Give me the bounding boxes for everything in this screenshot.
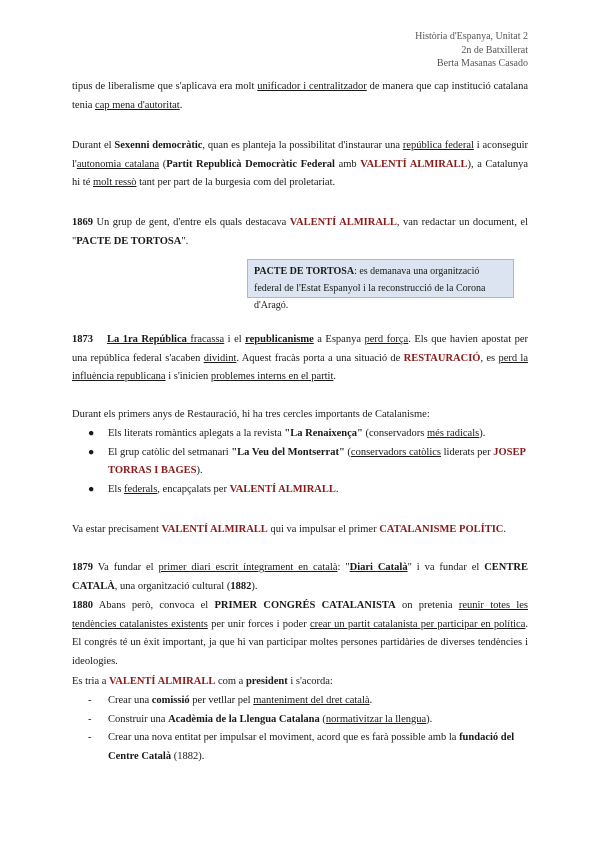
header-course: Història d'Espanya, Unitat 2 (415, 31, 528, 42)
text: . El congrés té un èxit important, ja que hi van participar moltes persones partidàries de diverses tendències i ideologies. (72, 618, 529, 667)
text: ( (344, 446, 351, 458)
text: " i va fundar el (407, 562, 485, 573)
text: federals (124, 483, 158, 495)
bullet-list (88, 425, 528, 499)
person-name: VALENTÍ ALMIRALL (161, 524, 268, 535)
text: ( (319, 713, 326, 725)
text: Acadèmia de la Llengua Catalana (168, 713, 320, 725)
text: Partit Republicà Democràtic Federal (166, 158, 335, 170)
list-item (88, 481, 528, 500)
text: . (333, 371, 337, 382)
text: ). (251, 580, 258, 592)
text: república federal (402, 140, 474, 151)
paragraph-catalanisme (72, 521, 528, 540)
text: dividint (203, 352, 237, 364)
text: fundació del Centre Català (108, 732, 515, 762)
text: . (335, 483, 339, 495)
text: molt ressò (93, 177, 137, 188)
text: Els (108, 483, 125, 495)
text: ". (181, 235, 189, 247)
text: , es (480, 352, 499, 364)
text: ). (426, 713, 433, 725)
text: Diari Català (349, 562, 408, 573)
person-name: VALENTÍ ALMIRALL (289, 217, 397, 228)
text: ). (479, 428, 486, 439)
text: Un grup de gent, d'entre els quals destacava (93, 217, 290, 228)
text: perd força (364, 334, 409, 345)
text: Construir una (108, 713, 169, 725)
text: reunir totes les tendències catalanistes existents (72, 600, 528, 630)
text: La 1ra República (106, 334, 187, 345)
text: amb (334, 158, 361, 170)
text: on pretenia (395, 600, 459, 611)
text: El grup catòlic del setmanari (108, 446, 232, 458)
text: conservadors catòlics (350, 446, 442, 458)
paragraph-1873 (72, 331, 528, 387)
text: . (503, 524, 506, 535)
text: Crear una nova entitat per impulsar el moviment, acord que es farà possible amb la (108, 732, 460, 743)
bullet-marker: ● (88, 483, 95, 495)
list-item (88, 692, 528, 711)
text: tant per part de la burgesia com del proletariat. (136, 177, 336, 188)
text: Sexenni democràtic (114, 140, 203, 151)
list-item (88, 425, 528, 444)
text: (1882). (171, 750, 205, 762)
text: , van redactar un document, el " (72, 217, 529, 247)
text: president (245, 676, 288, 687)
text: i s'acorda: (287, 676, 333, 687)
text: perd la influència republicana (72, 352, 528, 382)
text: normativitzar la llengua (325, 713, 427, 725)
list-item (88, 729, 528, 766)
dash-marker: - (88, 732, 92, 743)
text: , una organització cultural ( (114, 580, 231, 592)
text: ), a Catalunya hi té (72, 158, 529, 188)
text: problemes interns en el partit (210, 371, 334, 382)
text: . Aquest fracàs porta a una situació de (236, 352, 404, 364)
bullet-marker: ● (88, 428, 95, 439)
text: Els literats romàntics aplegats a la revista (108, 428, 285, 439)
year-label: 1880 (72, 600, 93, 611)
box-text: : es demanava una organització federal de l'Estat Espanyol i la reconstrucció de la Corona d'Aragó. (254, 266, 486, 311)
year-label: 1869 (72, 217, 93, 228)
text: ( (159, 158, 167, 170)
person-name: VALENTÍ ALMIRALL (360, 158, 468, 170)
person-name: VALENTÍ ALMIRALL (229, 483, 336, 495)
text: Durant els primers anys de Restauració, hi ha tres cercles importants de Catalanisme: (72, 409, 430, 420)
text: manteniment del dret català (253, 695, 370, 706)
year-label: 1879 (72, 562, 93, 573)
text: republicanisme (245, 334, 314, 345)
text: fracassa (186, 334, 225, 345)
text: Es tria a (72, 676, 110, 687)
text: CENTRE CATALÀ (72, 562, 528, 592)
paragraph-1879 (72, 559, 528, 596)
text: tipus de liberalisme que s'aplicava era molt (72, 81, 258, 92)
person-name: JOSEP TORRAS I BAGES (108, 446, 526, 476)
text: "La Veu del Montserrat" (231, 446, 345, 458)
text: autonomia catalana (76, 158, 160, 170)
text: per unir forces i poder (207, 618, 310, 630)
text: Va estar precisament (72, 524, 162, 535)
text: ). (196, 465, 203, 476)
definition-box (247, 259, 514, 311)
text: . Els que havien apostat per una república federal s'acaben (72, 334, 529, 364)
header-author: Berta Masanas Casado (436, 58, 528, 69)
text: 1882 (230, 580, 252, 592)
text: cap mena d'autoritat (95, 99, 180, 111)
paragraph-sexenni (72, 137, 528, 193)
text: comissió (151, 695, 190, 706)
text: liderats per (441, 446, 494, 458)
term-catalanisme: CATALANISME POLÍTIC (379, 524, 504, 535)
text: qui va impulsar el primer (267, 524, 380, 535)
text: (conservadors (362, 428, 428, 439)
text: i el (224, 334, 246, 345)
text: de manera que cap institució catalana tenia (72, 81, 528, 111)
text: PRIMER CONGRÉS CATALANISTA (214, 600, 396, 611)
text: , quan es planteja la possibilitat d'instaurar una (202, 140, 403, 151)
text: Durant el (72, 140, 115, 151)
text: Va fundar el (93, 562, 159, 573)
text: i aconseguir l' (72, 140, 528, 170)
dash-marker: - (88, 713, 92, 725)
text: unificador i centralitzador (257, 81, 367, 92)
dash-list (88, 692, 528, 766)
text: , encapçalats per (157, 483, 230, 495)
paragraph-liberalism (72, 78, 528, 115)
term-restauracio: RESTAURACIÓ (403, 352, 481, 364)
paragraph-restauracio (72, 406, 528, 425)
text: crear un partit catalanista per participar en política (309, 618, 526, 630)
person-name: VALENTÍ ALMIRALL (109, 676, 216, 687)
text: . (369, 695, 373, 706)
text: i s'inicien (165, 371, 211, 382)
paragraph-1880 (72, 597, 528, 671)
text: "La Renaixença" (284, 428, 363, 439)
text: com a (215, 676, 246, 687)
text: Crear una (108, 695, 152, 706)
text: per vetllar pel (189, 695, 254, 706)
header-level: 2n de Batxillerat (461, 44, 528, 56)
paragraph-1869 (72, 214, 528, 251)
page-header (415, 30, 528, 71)
box-title: PACTE DE TORTOSA (254, 266, 355, 277)
bullet-marker: ● (88, 446, 95, 458)
text: PACTE DE TORTOSA (76, 235, 182, 247)
paragraph-president (72, 673, 528, 692)
text: Abans però, convoca el (93, 600, 215, 611)
text: més radicals (427, 428, 480, 439)
text: primer diari escrit íntegrament en català (158, 562, 338, 573)
dash-marker: - (88, 695, 92, 706)
list-item (88, 444, 528, 481)
list-item (88, 711, 528, 730)
text: : " (337, 562, 350, 573)
text: a Espanya (313, 334, 365, 345)
year-label: 1873 (72, 334, 93, 345)
text: . (179, 99, 183, 111)
